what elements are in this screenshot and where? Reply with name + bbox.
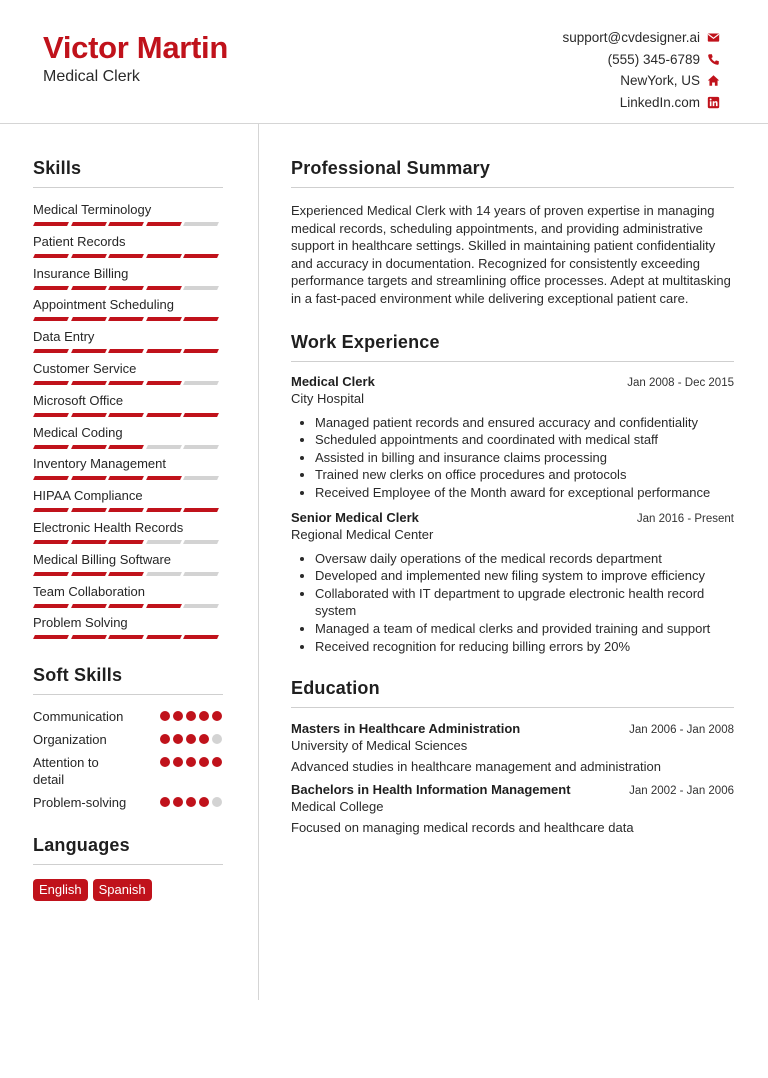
skill-level-segment [146,413,181,417]
skill-level-bar [33,635,223,639]
skill-name: Inventory Management [33,456,166,472]
skill-level-segment [183,540,218,544]
soft-skill-item [33,731,223,748]
skill-level-segment [108,349,143,353]
skill-item [33,552,223,584]
skill-level-segment [71,317,106,321]
skill-level-segment [183,254,218,258]
contact-linkedin[interactable] [562,92,720,114]
skill-level-segment [146,635,181,639]
rating-dot [173,711,183,721]
education-description: Advanced studies in healthcare management and administration [291,759,662,775]
language-badge: Spanish [93,879,152,901]
skill-level-segment [146,540,181,544]
skill-level-segment [71,286,106,290]
education-list [291,721,734,835]
skill-level-segment [71,604,106,608]
contact-list [562,27,720,113]
skill-level-bar [33,604,223,608]
school-name: University of Medical Sciences [291,738,468,754]
rating-dot [199,797,209,807]
skill-level-bar [33,254,223,258]
rating-dot [186,711,196,721]
skill-level-segment [146,286,181,290]
skill-name: Data Entry [33,329,95,345]
education-entry [291,782,734,835]
rating-dot [199,757,209,767]
skill-level-segment [33,604,68,608]
skill-level-segment [183,635,218,639]
skill-level-segment [108,476,143,480]
skill-level-bar [33,445,223,449]
soft-skill-name: Communication [33,709,124,725]
skill-level-segment [108,635,143,639]
contact-phone[interactable] [562,49,720,71]
soft-skills-heading: Soft Skills [33,665,223,695]
skill-item [33,425,223,457]
soft-skill-rating [160,711,222,721]
skill-level-segment [71,476,106,480]
skill-level-segment [183,413,218,417]
rating-dot [186,797,196,807]
skill-level-segment [108,286,143,290]
degree-title: Masters in Healthcare Administration [291,721,521,737]
skill-level-segment [71,254,106,258]
contact-location-text: NewYork, US [620,73,700,89]
education-description: Focused on managing medical records and healthcare data [291,820,634,836]
skill-level-segment [108,254,143,258]
skills-list [33,202,223,647]
skill-level-segment [71,508,106,512]
skill-level-bar [33,381,223,385]
job-bullet: • Assisted in billing and insurance claims processing [315,449,734,467]
rating-dot [212,757,222,767]
education-header [291,721,734,736]
skill-level-segment [183,349,218,353]
rating-dot [186,757,196,767]
candidate-name: Victor Martin [43,30,229,65]
skill-level-segment [183,604,218,608]
skill-item [33,488,223,520]
job-title: Medical Clerk [291,373,375,389]
job-bullet: • Received recognition for reducing billing errors by 20% [315,638,734,656]
rating-dot [199,734,209,744]
skill-item [33,234,223,266]
soft-skill-rating [160,797,222,807]
skill-level-segment [146,572,181,576]
skill-level-segment [71,222,106,226]
job-bullet: • Managed patient records and ensured accuracy and confidentiality [315,414,734,432]
rating-dot [212,797,222,807]
skill-level-segment [108,540,143,544]
skill-item [33,361,223,393]
job-header [291,510,734,525]
languages-list [33,879,223,901]
jobs-list [291,374,734,656]
skill-level-segment [33,635,68,639]
skill-level-segment [146,317,181,321]
soft-skill-rating [160,734,222,744]
soft-skill-item [33,794,223,811]
soft-skill-item [33,754,223,788]
skill-level-segment [108,222,143,226]
skill-name: Team Collaboration [33,583,146,599]
skill-name: Insurance Billing [33,265,129,281]
job-bullets [291,414,734,502]
skill-level-segment [33,349,68,353]
skill-name: Medical Billing Software [33,551,172,567]
right-column [291,158,734,835]
skill-level-bar [33,540,223,544]
skill-name: Medical Coding [33,424,123,440]
rating-dot [173,797,183,807]
skill-level-bar [33,317,223,321]
resume-header [0,0,768,124]
skill-item [33,520,223,552]
work-heading: Work Experience [291,332,734,362]
column-divider [258,124,259,1000]
skill-level-bar [33,413,223,417]
soft-skills-list [33,708,223,811]
skill-level-segment [146,476,181,480]
skill-level-segment [146,508,181,512]
skill-level-segment [108,317,143,321]
education-date: Jan 2002 - Jan 2006 [629,785,734,798]
job-date: Jan 2016 - Present [636,512,734,525]
skill-level-segment [33,381,68,385]
skill-level-segment [183,445,218,449]
language-badge: English [33,879,88,901]
phone-icon [707,53,720,66]
skill-level-segment [33,572,68,576]
education-entry [291,721,734,774]
skill-level-segment [183,286,218,290]
skill-level-segment [33,286,68,290]
rating-dot [160,797,170,807]
job-entry [291,374,734,502]
skill-name: Problem Solving [33,615,128,631]
skill-level-segment [108,604,143,608]
job-header [291,374,734,389]
education-section [291,678,734,835]
contact-phone-text: (555) 345-6789 [607,51,700,67]
rating-dot [160,711,170,721]
skill-level-segment [146,604,181,608]
rating-dot [212,711,222,721]
skill-level-segment [71,540,106,544]
skill-level-segment [33,445,68,449]
soft-skill-name: Organization [33,732,107,748]
skill-level-segment [108,445,143,449]
skill-level-segment [71,349,106,353]
skill-level-segment [183,317,218,321]
skill-level-bar [33,508,223,512]
education-header [291,782,734,797]
skill-level-segment [146,381,181,385]
skill-level-segment [33,222,68,226]
rating-dot [173,757,183,767]
languages-section [33,835,223,901]
envelope-icon [707,31,720,44]
skill-level-segment [71,445,106,449]
skill-level-segment [146,349,181,353]
rating-dot [199,711,209,721]
skill-item [33,297,223,329]
job-bullet: • Received Employee of the Month award for exceptional performance [315,484,734,502]
skill-level-segment [108,413,143,417]
job-organization: City Hospital [291,390,364,406]
summary-text: Experienced Medical Clerk with 14 years of proven expertise in managing medical records, scheduling appointments, and providing administrative support in healthcare settings. Skilled in maintaining patient confidentiality and accuracy in documentation. Recognized for consistently exceeding performance targets and streamlining office processes. Adept at multitasking in a fast-paced environment while delivering exceptional patient care. [291,203,731,306]
skill-name: Electronic Health Records [33,519,184,535]
education-heading: Education [291,678,734,708]
skill-level-segment [108,508,143,512]
skill-level-segment [71,635,106,639]
skill-level-segment [108,381,143,385]
linkedin-icon [707,96,720,109]
job-entry [291,510,734,656]
skill-level-segment [33,540,68,544]
skill-level-segment [33,476,68,480]
skill-name: HIPAA Compliance [33,488,143,504]
skill-level-segment [33,317,68,321]
skills-heading: Skills [33,158,223,188]
skill-level-bar [33,572,223,576]
skill-level-segment [71,572,106,576]
skill-item [33,456,223,488]
skill-item [33,393,223,425]
skill-level-bar [33,349,223,353]
skill-level-bar [33,286,223,290]
rating-dot [173,734,183,744]
contact-location [562,70,720,92]
skill-level-segment [33,254,68,258]
school-name: Medical College [291,799,384,815]
skill-item [33,202,223,234]
skill-level-segment [146,254,181,258]
skill-level-segment [33,413,68,417]
skill-name: Patient Records [33,233,126,249]
rating-dot [160,734,170,744]
skill-level-segment [183,476,218,480]
skill-level-segment [33,508,68,512]
summary-section [291,158,734,308]
work-section [291,332,734,656]
languages-heading: Languages [33,835,223,865]
left-column [33,158,223,901]
skill-level-segment [183,508,218,512]
skill-level-segment [183,381,218,385]
candidate-title: Medical Clerk [43,68,140,85]
contact-email-text: support@cvdesigner.ai [562,30,700,46]
education-date: Jan 2006 - Jan 2008 [629,724,734,737]
skill-level-segment [183,572,218,576]
contact-linkedin-text: LinkedIn.com [619,94,700,110]
job-bullet: • Scheduled appointments and coordinated with medical staff [315,431,734,449]
skill-level-segment [183,222,218,226]
skill-name: Appointment Scheduling [33,297,174,313]
skill-name: Medical Terminology [33,202,152,217]
job-organization: Regional Medical Center [291,526,434,542]
skill-level-segment [146,222,181,226]
skill-item [33,615,223,647]
soft-skills-section [33,665,223,811]
job-bullet: • Collaborated with IT department to upgrade electronic health record system [315,585,734,620]
degree-title: Bachelors in Health Information Management [291,782,571,798]
skill-level-bar [33,222,223,226]
skill-item [33,329,223,361]
skill-level-segment [71,413,106,417]
job-bullet: • Managed a team of medical clerks and provided training and support [315,620,734,638]
skill-item [33,266,223,298]
job-bullets [291,550,734,656]
soft-skill-name: Attention to detail [33,755,99,788]
job-bullet: • Trained new clerks on office procedures and protocols [315,466,734,484]
skill-level-bar [33,476,223,480]
rating-dot [186,734,196,744]
rating-dot [160,757,170,767]
soft-skill-name: Problem-solving [33,795,127,811]
contact-email[interactable] [562,27,720,49]
skill-item [33,584,223,616]
soft-skill-rating [160,757,222,767]
job-bullet: • Oversaw daily operations of the medical records department [315,550,734,568]
summary-heading: Professional Summary [291,158,734,188]
job-bullet: • Developed and implemented new filing system to improve efficiency [315,567,734,585]
skill-name: Microsoft Office [33,392,124,408]
rating-dot [212,734,222,744]
skill-level-segment [108,572,143,576]
job-title: Senior Medical Clerk [291,509,419,525]
home-icon [707,74,720,87]
skill-level-segment [71,381,106,385]
skill-name: Customer Service [33,360,137,376]
job-date: Jan 2008 - Dec 2015 [627,376,734,389]
soft-skill-item [33,708,223,725]
skill-level-segment [146,445,181,449]
